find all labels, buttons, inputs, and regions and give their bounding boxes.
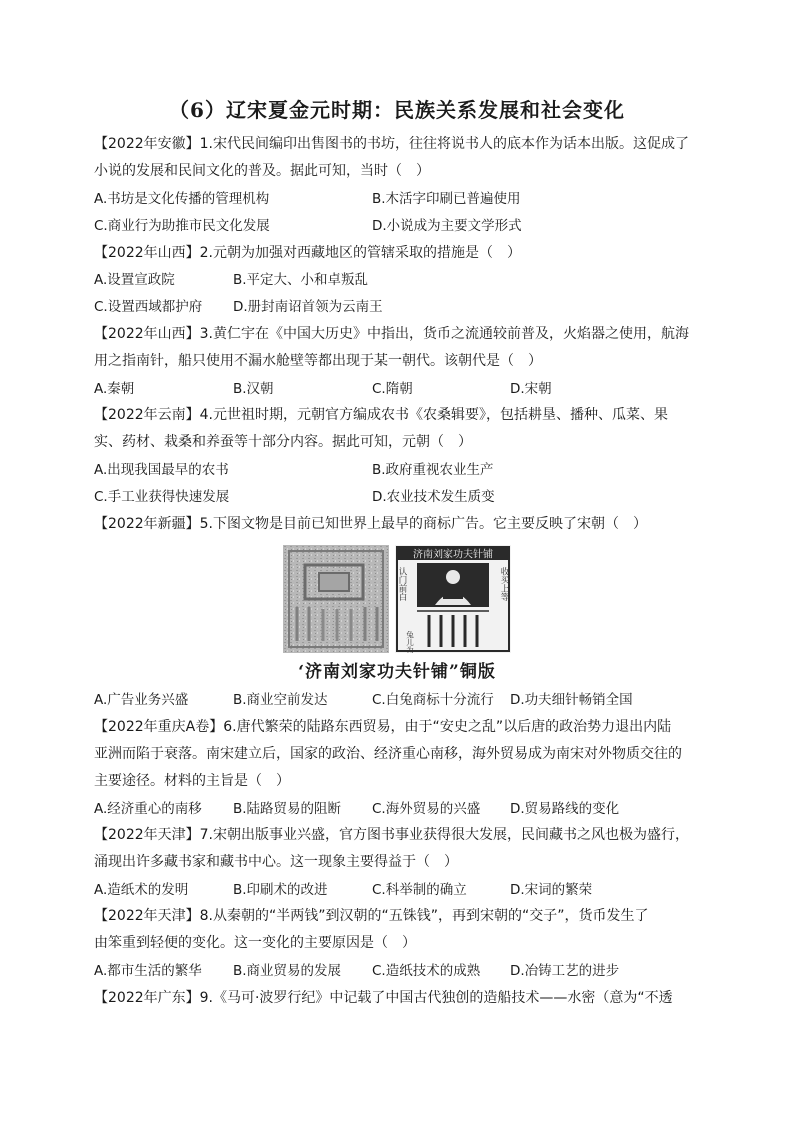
q3-line-1: 【2022年山西】3.黄仁宇在《中国大历史》中指出，货币之流通较前普及，火焰器之使用，航海 [94, 326, 689, 342]
q9-line-1: 【2022年广东】9.《马可·波罗行纪》中记载了中国古代独创的造船技术——水密（意为“不透 [94, 990, 673, 1006]
q7-option-b: B.印刷术的改进 [233, 882, 328, 898]
plate-right-text: 收买上等 [499, 567, 509, 601]
q5-option-a: A.广告业务兴盛 [94, 692, 189, 708]
q6-line-2: 亚洲而陷于衰落。南宋建立后，国家的政治、经济重心南移，海外贸易成为南宋对外物质交往的 [94, 746, 682, 762]
q3-line-2: 用之指南针，船只使用不漏水舱壁等都出现于某一朝代。该朝代是（ ） [94, 353, 542, 369]
q3-option-d: D.宋朝 [510, 381, 552, 397]
q6-line-1: 【2022年重庆A卷】6.唐代繁荣的陆路东西贸易，由于“安史之乱”以后唐的政治势力退出内陆 [94, 719, 672, 735]
q6-line-3: 主要途径。材料的主旨是（ ） [94, 773, 290, 789]
q7-option-a: A.造纸术的发明 [94, 882, 189, 898]
q6-option-a: A.经济重心的南移 [94, 801, 202, 817]
q8-option-c: C.造纸技术的成熟 [372, 963, 481, 979]
q3-option-b: B.汉朝 [233, 381, 274, 397]
q6-option-d: D.贸易路线的变化 [510, 801, 620, 817]
q8-line-1: 【2022年天津】8.从秦朝的“半两钱”到汉朝的“五铢钱”，再到宋朝的“交子”，货币发生了 [94, 908, 649, 924]
page-title: （6）辽宋夏金元时期：民族关系发展和社会变化 [169, 98, 625, 122]
copper-plate-illustration [283, 545, 511, 653]
q8-line-2: 由笨重到轻便的变化。这一变化的主要原因是（ ） [94, 935, 416, 951]
q4-option-b: B.政府重视农业生产 [372, 462, 494, 478]
q5-option-d: D.功夫细针畅销全国 [510, 692, 633, 708]
q5-option-c: C.白兔商标十分流行 [372, 692, 494, 708]
q7-line-1: 【2022年天津】7.宋朝出版事业兴盛，官方图书事业获得很大发展，民间藏书之风也极为盛行， [94, 827, 689, 843]
plate-banner-text: 济南刘家功夫针铺 [413, 549, 493, 561]
q6-option-c: C.海外贸易的兴盛 [372, 801, 481, 817]
q1-option-c: C.商业行为助推市民文化发展 [94, 218, 270, 234]
q4-option-d: D.农业技术发生质变 [372, 489, 495, 505]
q8-option-b: B.商业贸易的发展 [233, 963, 342, 979]
q7-option-d: D.宋词的繁荣 [510, 882, 593, 898]
q2-option-a: A.设置宣政院 [94, 272, 175, 288]
q3-option-a: A.秦朝 [94, 381, 135, 397]
q7-option-c: C.科举制的确立 [372, 882, 467, 898]
plate-seal-text: 兔儿为记 [405, 631, 415, 653]
q8-option-d: D.冶铸工艺的进步 [510, 963, 620, 979]
q4-option-c: C.手工业获得快速发展 [94, 489, 230, 505]
figure-caption: ‘济南刘家功夫针铺”铜版 [298, 662, 496, 682]
q5-option-b: B.商业空前发达 [233, 692, 328, 708]
q1-line-1: 【2022年安徽】1.宋代民间编印出售图书的书坊，往往将说书人的底本作为话本出版。这促成了 [94, 136, 689, 152]
q4-option-a: A.出现我国最早的农书 [94, 462, 229, 478]
q8-option-a: A.都市生活的繁华 [94, 963, 202, 979]
q4-line-2: 实、药材、栽桑和养蚕等十部分内容。据此可知，元朝（ ） [94, 434, 472, 450]
q1-option-b: B.木活字印刷已普遍使用 [372, 191, 521, 207]
q2-line-1: 【2022年山西】2.元朝为加强对西藏地区的管辖采取的措施是（ ） [94, 245, 521, 261]
q6-option-b: B.陆路贸易的阻断 [233, 801, 342, 817]
q2-option-d: D.册封南诏首领为云南王 [233, 299, 383, 315]
q2-option-b: B.平定大、小和卓叛乱 [233, 272, 369, 288]
q4-line-1: 【2022年云南】4.元世祖时期，元朝官方编成农书《农桑辑要》，包括耕垦、播种、瓜菜、果 [94, 407, 668, 423]
q3-option-c: C.隋朝 [372, 381, 413, 397]
q7-line-2: 涌现出许多藏书家和藏书中心。这一现象主要得益于（ ） [94, 854, 458, 870]
q1-option-d: D.小说成为主要文学形式 [372, 218, 522, 234]
q1-line-2: 小说的发展和民间文化的普及。据此可知，当时（ ） [94, 163, 430, 179]
q2-option-c: C.设置西域都护府 [94, 299, 203, 315]
plate-left-text: 认门前白 [397, 567, 407, 601]
copper-plate-figure [283, 545, 511, 653]
q5-line-1: 【2022年新疆】5.下图文物是目前已知世界上最早的商标广告。它主要反映了宋朝（ ） [94, 516, 647, 532]
q1-option-a: A.书坊是文化传播的管理机构 [94, 191, 270, 207]
